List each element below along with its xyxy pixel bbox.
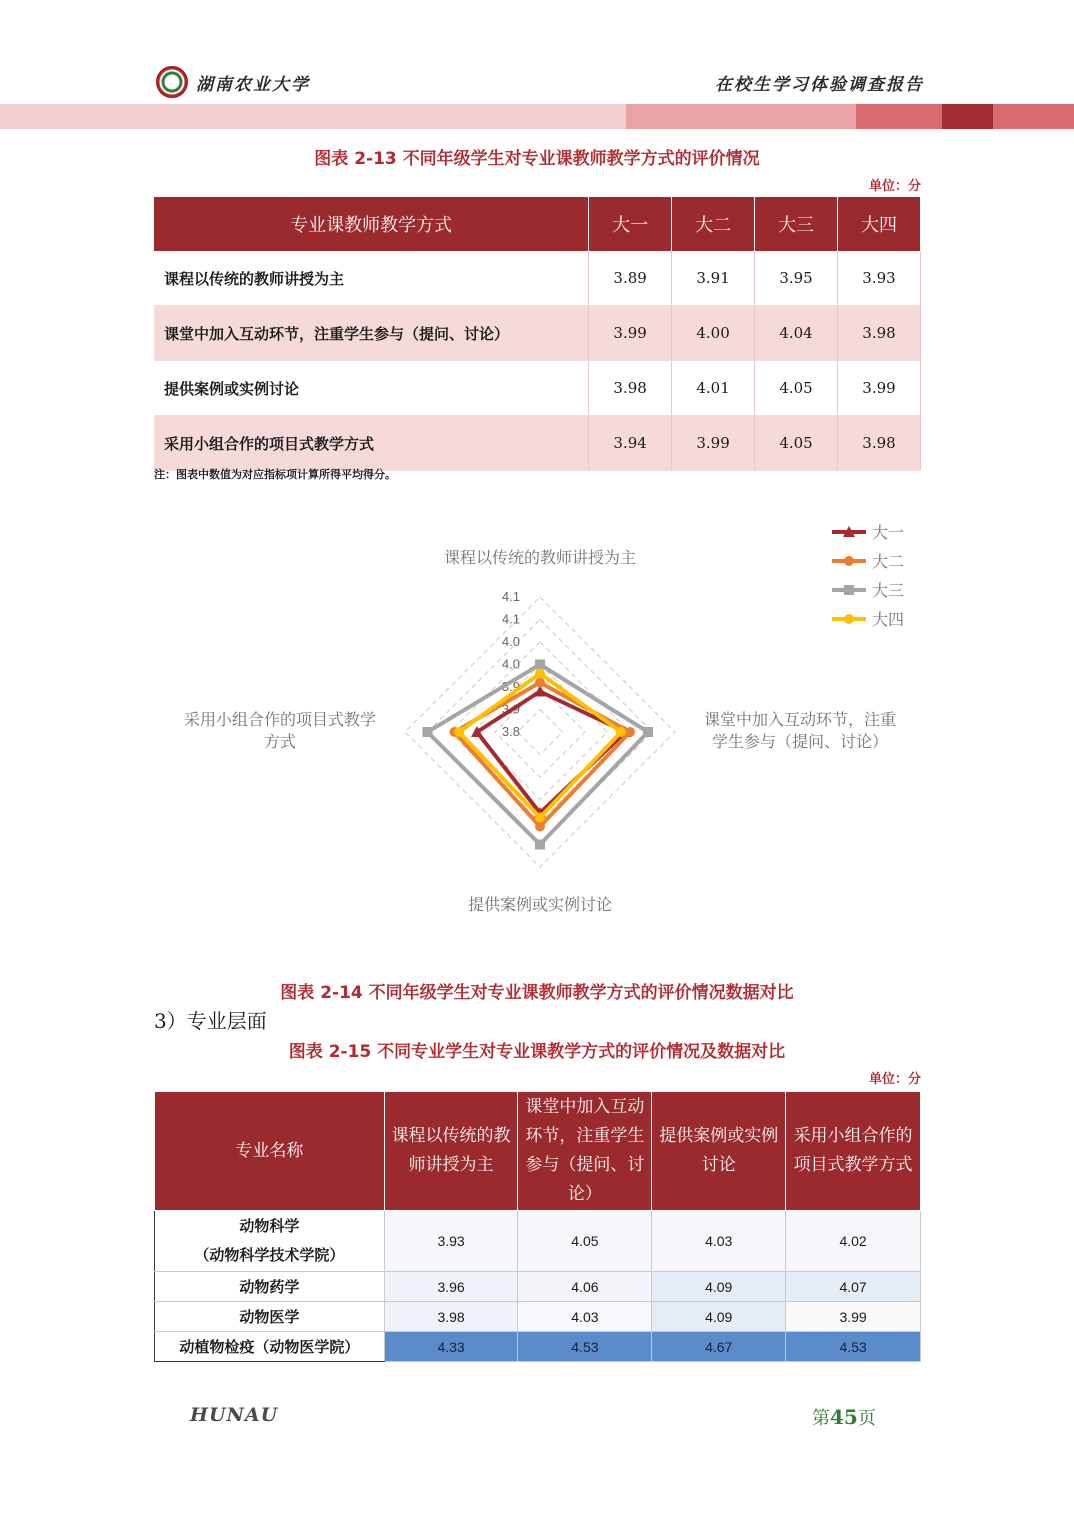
table-cell: 4.03 <box>652 1211 786 1272</box>
column-header: 课程以传统的教师讲授为主 <box>384 1092 518 1211</box>
legend-label: 大四 <box>872 610 905 629</box>
table-cell: 3.93 <box>838 251 921 306</box>
table-cell: 4.01 <box>672 361 755 416</box>
table-header-row <box>154 197 921 251</box>
fig14-caption: 图表 2-14 不同年级学生对专业课教师教学方式的评价情况数据对比 <box>280 983 794 1003</box>
table-cell: 3.99 <box>786 1302 921 1332</box>
fig15-caption: 图表 2-15 不同专业学生对专业课教学方式的评价情况及数据对比 <box>288 1042 786 1062</box>
header-band-5 <box>993 104 1074 129</box>
major-evaluation-table <box>154 1091 921 1362</box>
radar-tick-label: 3.8 <box>501 724 520 739</box>
radar-tick-label: 4.0 <box>501 634 520 649</box>
table-cell: 3.99 <box>672 416 755 471</box>
radar-point <box>535 660 545 670</box>
table-cell: 3.98 <box>838 306 921 361</box>
legend-marker <box>844 614 854 624</box>
radar-point <box>535 822 545 832</box>
row-label: 提供案例或实例讨论 <box>154 361 589 416</box>
table-cell: 3.99 <box>589 306 672 361</box>
table-row <box>154 251 921 306</box>
column-header: 大二 <box>672 197 755 251</box>
table-cell: 3.93 <box>384 1211 518 1272</box>
table-cell: 4.53 <box>786 1332 921 1362</box>
radar-chart <box>0 500 1074 930</box>
radar-point <box>423 727 433 737</box>
table-cell: 4.00 <box>672 306 755 361</box>
radar-tick-label: 4.1 <box>501 611 520 627</box>
radar-point <box>454 727 464 737</box>
table-cell: 3.96 <box>384 1272 518 1302</box>
section-title: 3）专业层面 <box>154 1009 267 1033</box>
table-cell: 4.09 <box>652 1272 786 1302</box>
major-name: 动植物检疫（动物医学院） <box>155 1332 385 1362</box>
radar-tick-label: 3.9 <box>501 701 520 717</box>
column-header: 大一 <box>589 197 672 251</box>
header-band-3 <box>856 104 942 129</box>
row-label: 采用小组合作的项目式教学方式 <box>154 416 589 471</box>
legend-label: 大二 <box>872 552 905 571</box>
radar-tick-label: 4.1 <box>501 589 520 604</box>
row-label: 课堂中加入互动环节，注重学生参与（提问、讨论） <box>154 306 589 361</box>
radar-point <box>535 840 545 850</box>
university-logo <box>156 66 188 98</box>
table-header-row <box>155 1092 921 1211</box>
header-band-4 <box>942 104 993 129</box>
table-row <box>155 1211 921 1272</box>
table-row <box>155 1302 921 1332</box>
footer-brand: HUNAU <box>190 1404 279 1426</box>
page-suffix: 页 <box>857 1408 876 1429</box>
table-cell: 3.98 <box>384 1302 518 1332</box>
table-cell: 4.04 <box>755 306 838 361</box>
major-name: 动物科学 <box>239 1217 300 1235</box>
table-cell: 4.05 <box>755 416 838 471</box>
table-cell: 4.02 <box>786 1211 921 1272</box>
radar-point <box>643 727 653 737</box>
major-college: （动物科学技术学院） <box>194 1246 345 1264</box>
table-cell: 3.99 <box>838 361 921 416</box>
fig13-caption: 图表 2-13 不同年级学生对专业课教师教学方式的评价情况 <box>314 149 760 169</box>
page-prefix: 第 <box>812 1408 830 1429</box>
table-row <box>154 361 921 416</box>
page-number <box>812 1404 876 1430</box>
radar-point <box>625 727 635 737</box>
major-name-cell <box>155 1211 385 1272</box>
table-row <box>155 1332 921 1362</box>
table-row <box>155 1272 921 1302</box>
radar-point <box>616 727 626 737</box>
legend-label: 大一 <box>872 523 905 542</box>
column-header: 大三 <box>755 197 838 251</box>
radar-grid-ring <box>518 710 563 755</box>
table-cell: 4.33 <box>384 1332 518 1362</box>
major-name: 动物医学 <box>155 1302 385 1332</box>
header-band-2 <box>626 104 856 129</box>
table-cell: 3.98 <box>838 416 921 471</box>
radar-tick-label: 3.9 <box>501 679 520 694</box>
radar-point <box>535 669 545 679</box>
column-header: 课堂中加入互动环节，注重学生参与（提问、讨论） <box>518 1092 652 1211</box>
row-label: 课程以传统的教师讲授为主 <box>154 251 589 306</box>
table-cell: 4.53 <box>518 1332 652 1362</box>
radar-point <box>535 813 545 823</box>
table-cell: 4.67 <box>652 1332 786 1362</box>
fig13-note: 注：图表中数值为对应指标项计算所得平均得分。 <box>154 468 396 481</box>
page-number-value: 45 <box>830 1405 858 1429</box>
radar-axis-label: 采用小组合作的项目式教学 <box>183 710 377 729</box>
radar-axis-label: 提供案例或实例讨论 <box>467 895 613 914</box>
major-name: 动物药学 <box>155 1272 385 1302</box>
table-cell: 4.05 <box>518 1211 652 1272</box>
column-header: 采用小组合作的项目式教学方式 <box>786 1092 921 1211</box>
fig13-unit: 单位：分 <box>868 179 921 194</box>
radar-axis-label: 课堂中加入互动环节，注重 <box>703 710 897 729</box>
table-cell: 3.94 <box>589 416 672 471</box>
table-cell: 4.05 <box>755 361 838 416</box>
column-header: 专业名称 <box>155 1092 385 1211</box>
column-header: 大四 <box>838 197 921 251</box>
table-cell: 3.89 <box>589 251 672 306</box>
table-cell: 4.09 <box>652 1302 786 1332</box>
legend-marker <box>844 585 854 595</box>
grade-evaluation-table <box>154 197 921 471</box>
radar-point <box>535 678 545 688</box>
fig15-unit: 单位：分 <box>868 1072 921 1087</box>
report-title: 在校生学习体验调查报告 <box>715 75 924 95</box>
table-cell: 4.07 <box>786 1272 921 1302</box>
radar-axis-label: 课程以传统的教师讲授为主 <box>443 548 637 567</box>
university-name: 湖南农业大学 <box>196 75 310 95</box>
radar-axis-label: 学生参与（提问、讨论） <box>711 732 889 751</box>
header-band-1 <box>0 104 626 129</box>
radar-axis-label: 方式 <box>263 732 297 751</box>
table-cell: 4.03 <box>518 1302 652 1332</box>
legend-marker <box>844 556 854 566</box>
table-cell: 3.91 <box>672 251 755 306</box>
column-header: 提供案例或实例讨论 <box>652 1092 786 1211</box>
table-row <box>154 416 921 471</box>
legend-label: 大三 <box>872 581 905 600</box>
table-cell: 3.95 <box>755 251 838 306</box>
table-row <box>154 306 921 361</box>
table-cell: 3.98 <box>589 361 672 416</box>
radar-tick-label: 4.0 <box>501 656 520 672</box>
column-header: 专业课教师教学方式 <box>154 197 589 251</box>
table-cell: 4.06 <box>518 1272 652 1302</box>
